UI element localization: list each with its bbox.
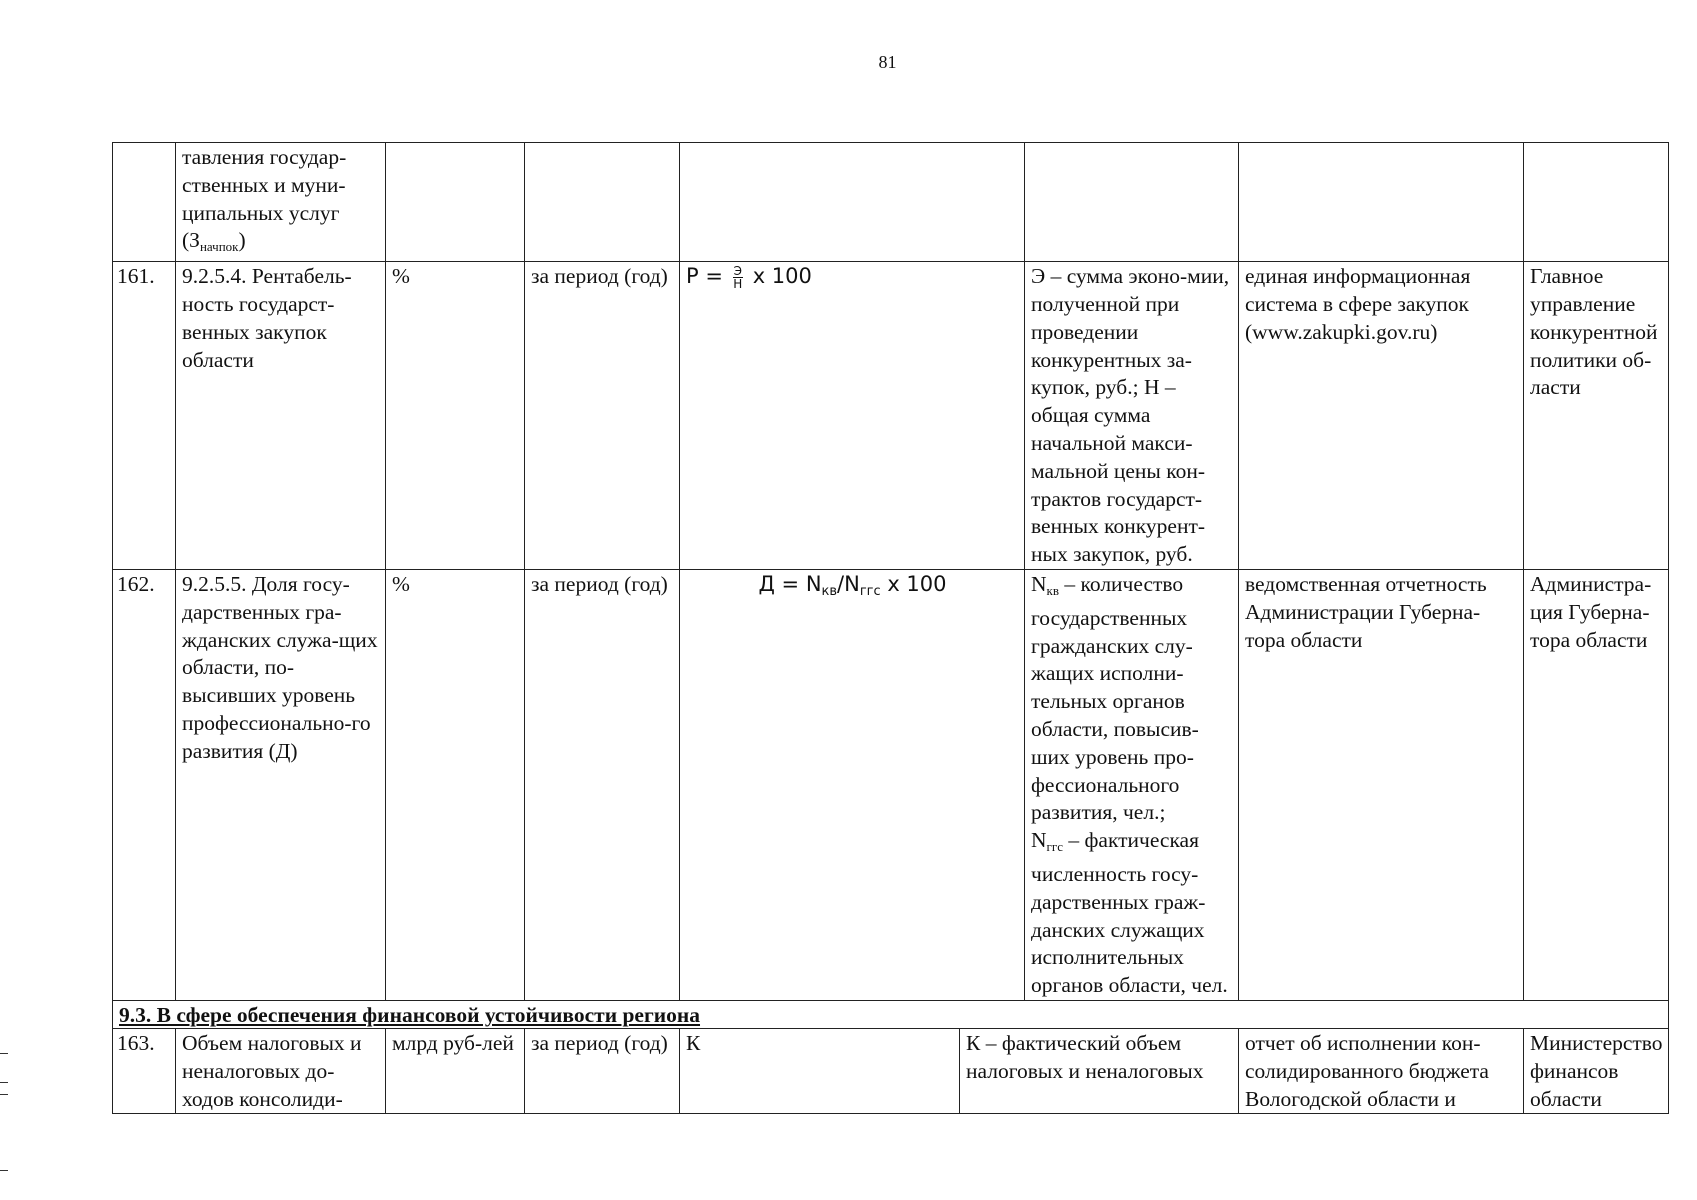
cell-indicator-name: 9.2.5.4. Рентабель-ность государст-венных закупок области [176, 262, 386, 570]
cell-unit: % [386, 569, 525, 1000]
indicators-table [112, 142, 1669, 1114]
cell-variables [1025, 569, 1239, 1000]
formula-fraction [733, 265, 743, 290]
cell-formula: К [680, 1028, 960, 1113]
cell-period [525, 143, 680, 262]
formula-sub: ггс [859, 583, 881, 599]
cell-indicator-name [176, 143, 386, 262]
formula [686, 263, 812, 291]
cell-responsible: Главное управление конкурентной политики об-ласти [1524, 262, 1669, 570]
formula-suffix: х 100 [880, 571, 947, 596]
cell-indicator-name: Объем налоговых и неналоговых до-ходов консолиди- [176, 1028, 386, 1113]
cell-source: отчет об исполнении кон-солидированного бюджета Вологодской области и [1239, 1028, 1524, 1113]
cell-source: ведомственная отчетность Администрации Губерна-тора области [1239, 569, 1524, 1000]
cell-num: 161. [113, 262, 176, 570]
cell-responsible [1524, 143, 1669, 262]
table-row [113, 262, 1669, 570]
variable-symbol: N [1031, 828, 1047, 853]
cell-responsible: Администра-ция Губерна-тора области [1524, 569, 1669, 1000]
formula-sub: кв [821, 583, 838, 599]
name-line: ципальных услуг [182, 200, 340, 225]
cell-responsible: Министерство финансов области [1524, 1028, 1669, 1113]
variable-sub: ггс [1046, 839, 1063, 855]
table-row [113, 143, 1669, 262]
formula-prefix: Р = [686, 264, 730, 289]
formula-suffix: х 100 [746, 264, 812, 289]
cell-variables [1025, 143, 1239, 262]
cell-period: за период (год) [525, 1028, 680, 1113]
cell-formula [680, 569, 1025, 1000]
section-row [113, 1000, 1669, 1028]
cell-unit: млрд руб-лей [386, 1028, 525, 1113]
variable-sub: кв [1046, 582, 1059, 598]
cell-formula [680, 143, 1025, 262]
margin-mark [0, 1053, 8, 1054]
variable-text: – количество государственных гражданских слу-жащих исполни-тельных органов области, повысив-ших уровень про-фессионального развития, чел.; [1031, 571, 1199, 825]
formula-mid: /N [837, 571, 860, 596]
cell-period: за период (год) [525, 262, 680, 570]
section-title [113, 1000, 1669, 1028]
name-symbol-sub: начпок [199, 239, 239, 255]
table-row [113, 569, 1669, 1000]
cell-num: 163. [113, 1028, 176, 1113]
name-symbol: З [189, 228, 200, 253]
cell-unit [386, 143, 525, 262]
cell-formula [680, 262, 1025, 570]
cell-num: 162. [113, 569, 176, 1000]
name-symbol-open: ( [182, 228, 190, 253]
margin-mark [0, 1094, 8, 1095]
table-row [113, 1028, 1669, 1113]
cell-variables: Э – сумма эконо-мии, полученной при проведении конкурентных за-купок, руб.; Н – общая сумма начальной макси-мальной цены кон-трактов государст-венных конкурент-ных закупок, руб. [1025, 262, 1239, 570]
cell-num [113, 143, 176, 262]
variable-text: – фактическая численность госу-дарственных граж-данских служащих исполнительных органов области, чел. [1031, 828, 1228, 998]
cell-unit: % [386, 262, 525, 570]
formula [758, 571, 947, 599]
variable-symbol: N [1031, 571, 1047, 596]
name-symbol-close: ) [238, 228, 246, 253]
page-number: 81 [878, 52, 897, 72]
cell-source: единая информационная система в сфере закупок (www.zakupki.gov.ru) [1239, 262, 1524, 570]
cell-indicator-name: 9.2.5.5. Доля госу-дарственных гра-жданских служа-щих области, по-высивших уровень профессионально-го развития (Д) [176, 569, 386, 1000]
name-line: ственных и муни- [182, 172, 346, 197]
name-line: тавления государ- [182, 145, 347, 169]
margin-mark [0, 1082, 8, 1083]
margin-mark [0, 1170, 8, 1171]
cell-source [1239, 143, 1524, 262]
cell-variables: К – фактический объем налоговых и неналоговых [960, 1028, 1239, 1113]
formula-denominator: Н [733, 276, 743, 291]
cell-period: за период (год) [525, 569, 680, 1000]
formula-prefix: Д = N [758, 571, 822, 596]
formula-numerator: Э [733, 263, 743, 278]
section-title-text: 9.3. В сфере обеспечения финансовой устойчивости региона [119, 1002, 701, 1027]
